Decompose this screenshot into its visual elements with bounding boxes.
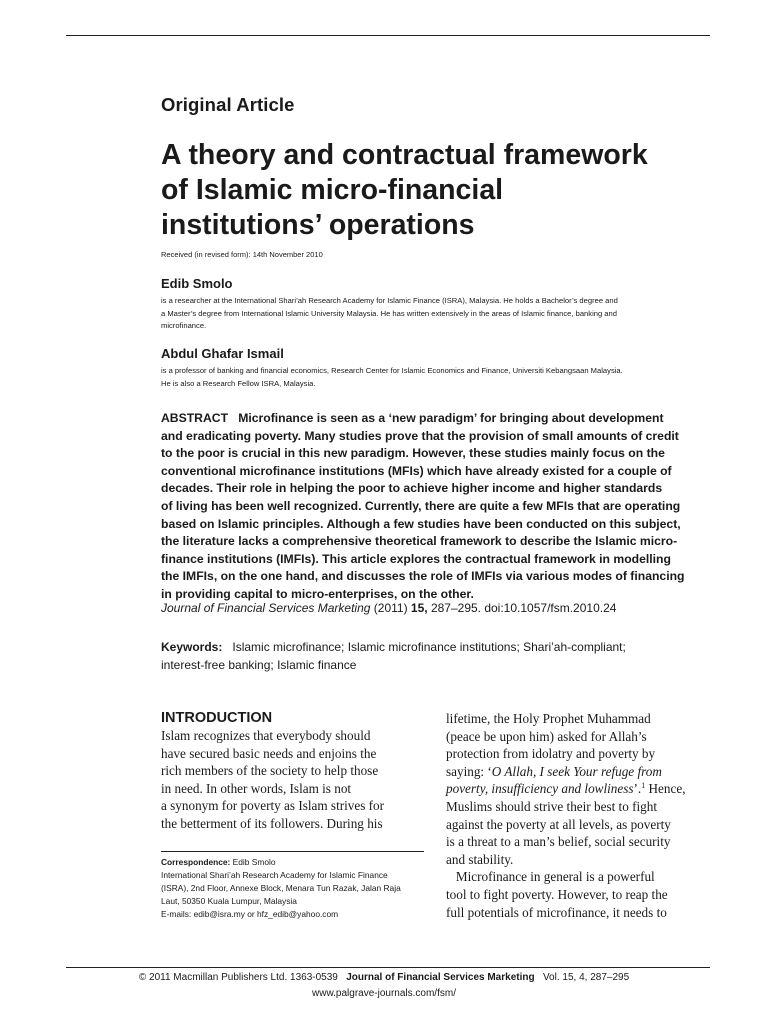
keywords-line: interest-free banking; Islamic finance <box>161 658 357 672</box>
citation <box>161 601 616 615</box>
citation-volume: 15, <box>410 601 428 615</box>
body-text: Hence, <box>645 781 686 797</box>
keywords-label: Keywords: <box>161 640 223 654</box>
abstract-line: decades. Their role in helping the poor to achieve higher income and higher standards <box>161 481 663 496</box>
abstract-line: to the poor is crucial in this new paradigm. However, these studies mainly focus on the <box>161 446 665 461</box>
keywords <box>161 638 721 674</box>
footer-journal: Journal of Financial Services Marketing <box>346 972 535 983</box>
abstract-line: of living has been well recognized. Currently, there are quite a few MFIs that are operating <box>161 498 681 513</box>
body-line: (peace be upon him) asked for Allah’s <box>446 728 647 744</box>
correspondence-line: International Shari’ah Research Academy for Islamic Finance <box>161 870 388 880</box>
author-bio-line: is a researcher at the International Shari’ah Research Academy for Islamic Finance (ISRA), Malaysia. He holds a Bachelor’s degree and <box>161 296 618 305</box>
abstract-line: the literature lacks a comprehensive theoretical framework to describe the Islamic micro- <box>161 534 678 549</box>
title-line: A theory and contractual framework <box>161 139 648 171</box>
abstract-line: finance institutions (IMFIs). This article explores the contractual framework in modelling <box>161 551 671 566</box>
footer-url[interactable]: www.palgrave-journals.com/fsm/ <box>312 988 456 999</box>
footer-copyright: © 2011 Macmillan Publishers Ltd. 1363-0539 <box>138 972 338 983</box>
body-line: rich members of the society to help those <box>161 763 379 779</box>
abstract-line: based on Islamic principles. Although a few studies have been conducted on this subject, <box>161 516 681 531</box>
citation-pages-doi: 287–295. doi:10.1057/fsm.2010.24 <box>430 601 617 615</box>
abstract-line: and eradicating poverty. Many studies prove that the provision of small amounts of credit <box>161 428 679 443</box>
abstract <box>161 410 721 604</box>
keywords-text: Islamic microfinance; Islamic microfinance institutions; Shari’ah-compliant; <box>232 640 626 654</box>
abstract-line: conventional microfinance institutions (MFIs) which have already existed for a couple of <box>161 463 672 478</box>
title-line: of Islamic micro-financial <box>161 174 504 206</box>
abstract-line: the IMFIs, on the one hand, and discusses the role of IMFIs via various modes of financing <box>161 569 685 584</box>
correspondence-rule <box>161 851 424 852</box>
article-title <box>161 138 721 243</box>
body-line <box>446 780 686 798</box>
citation-year: (2011) <box>373 601 408 615</box>
abstract-line: in providing capital to micro-enterprises, on the other. <box>161 586 474 601</box>
body-line: is a threat to a man’s belief, social security <box>446 834 671 850</box>
body-line: and stability. <box>446 851 514 867</box>
body-column-right <box>446 710 686 921</box>
author-bio-line: a Master’s degree from International Islamic University Malaysia. He has written extensively in the areas of Islamic finance, banking and <box>161 308 617 318</box>
body-line: Microfinance in general is a powerful <box>446 869 655 885</box>
citation-journal: Journal of Financial Services Marketing <box>161 601 371 615</box>
author-bio <box>161 295 721 333</box>
correspondence-name: Edib Smolo <box>232 857 276 867</box>
title-line: institutions’ operations <box>161 209 475 241</box>
author-bio-line: microfinance. <box>161 321 207 330</box>
body-line: protection from idolatry and poverty by <box>446 746 656 762</box>
author-bio-line: He is also a Research Fellow ISRA, Malaysia. <box>161 378 316 388</box>
footer-volume: Vol. 15, 4, 287–295 <box>542 972 630 983</box>
body-line: full potentials of microfinance, it needs to <box>446 904 667 920</box>
body-line: Muslims should strive their best to fight <box>446 798 657 814</box>
quote-text: poverty, insufficiency and lowliness <box>446 781 634 797</box>
article-type-label: Original Article <box>161 94 295 115</box>
footnote-marker[interactable]: 1 <box>641 781 646 791</box>
abstract-label: ABSTRACT <box>161 411 229 425</box>
section-heading: INTRODUCTION <box>161 710 273 726</box>
bottom-rule <box>66 967 710 968</box>
body-line: have secured basic needs and enjoins the <box>161 745 377 761</box>
body-column-left <box>161 727 384 833</box>
keywords-line <box>161 638 721 656</box>
body-line: against the poverty at all levels, as poverty <box>446 816 671 832</box>
top-rule <box>66 35 710 36</box>
body-line: the betterment of its followers. During his <box>161 815 383 831</box>
body-line: Islam recognizes that everybody should <box>161 728 371 743</box>
body-line: a synonym for poverty as Islam strives for <box>161 798 385 814</box>
author-bio-line: is a professor of banking and financial economics, Research Center for Islamic Economics and Finance, Universiti Kebangsaan Malaysia. <box>161 366 623 375</box>
footer-publication-line <box>0 972 768 983</box>
body-line: tool to fight poverty. However, to reap the <box>446 886 668 902</box>
quote-intro: saying: ‘ <box>446 763 492 779</box>
correspondence-label: Correspondence: <box>161 857 231 867</box>
correspondence-line: Laut, 50350 Kuala Lumpur, Malaysia <box>161 896 297 906</box>
body-line: lifetime, the Holy Prophet Muhammad <box>446 711 651 726</box>
quote-close: ’. <box>633 781 642 797</box>
author-name: Edib Smolo <box>161 276 233 291</box>
abstract-first-line <box>161 410 721 428</box>
quote-text: O Allah, I seek Your refuge from <box>491 763 662 779</box>
body-line <box>446 763 686 781</box>
author-name: Abdul Ghafar Ismail <box>161 346 284 361</box>
correspondence <box>161 856 401 921</box>
author-bio <box>161 365 721 390</box>
abstract-text: Microfinance is seen as a ‘new paradigm’ for bringing about development <box>238 411 664 425</box>
correspondence-line: (ISRA), 2nd Floor, Annexe Block, Menara Tun Razak, Jalan Raja <box>161 883 401 893</box>
correspondence-line <box>161 856 401 869</box>
correspondence-email[interactable]: E-mails: edib@isra.my or hfz_edib@yahoo.com <box>161 909 339 919</box>
received-date: Received (in revised form): 14th November 2010 <box>161 250 323 259</box>
body-line: in need. In other words, Islam is not <box>161 780 352 796</box>
